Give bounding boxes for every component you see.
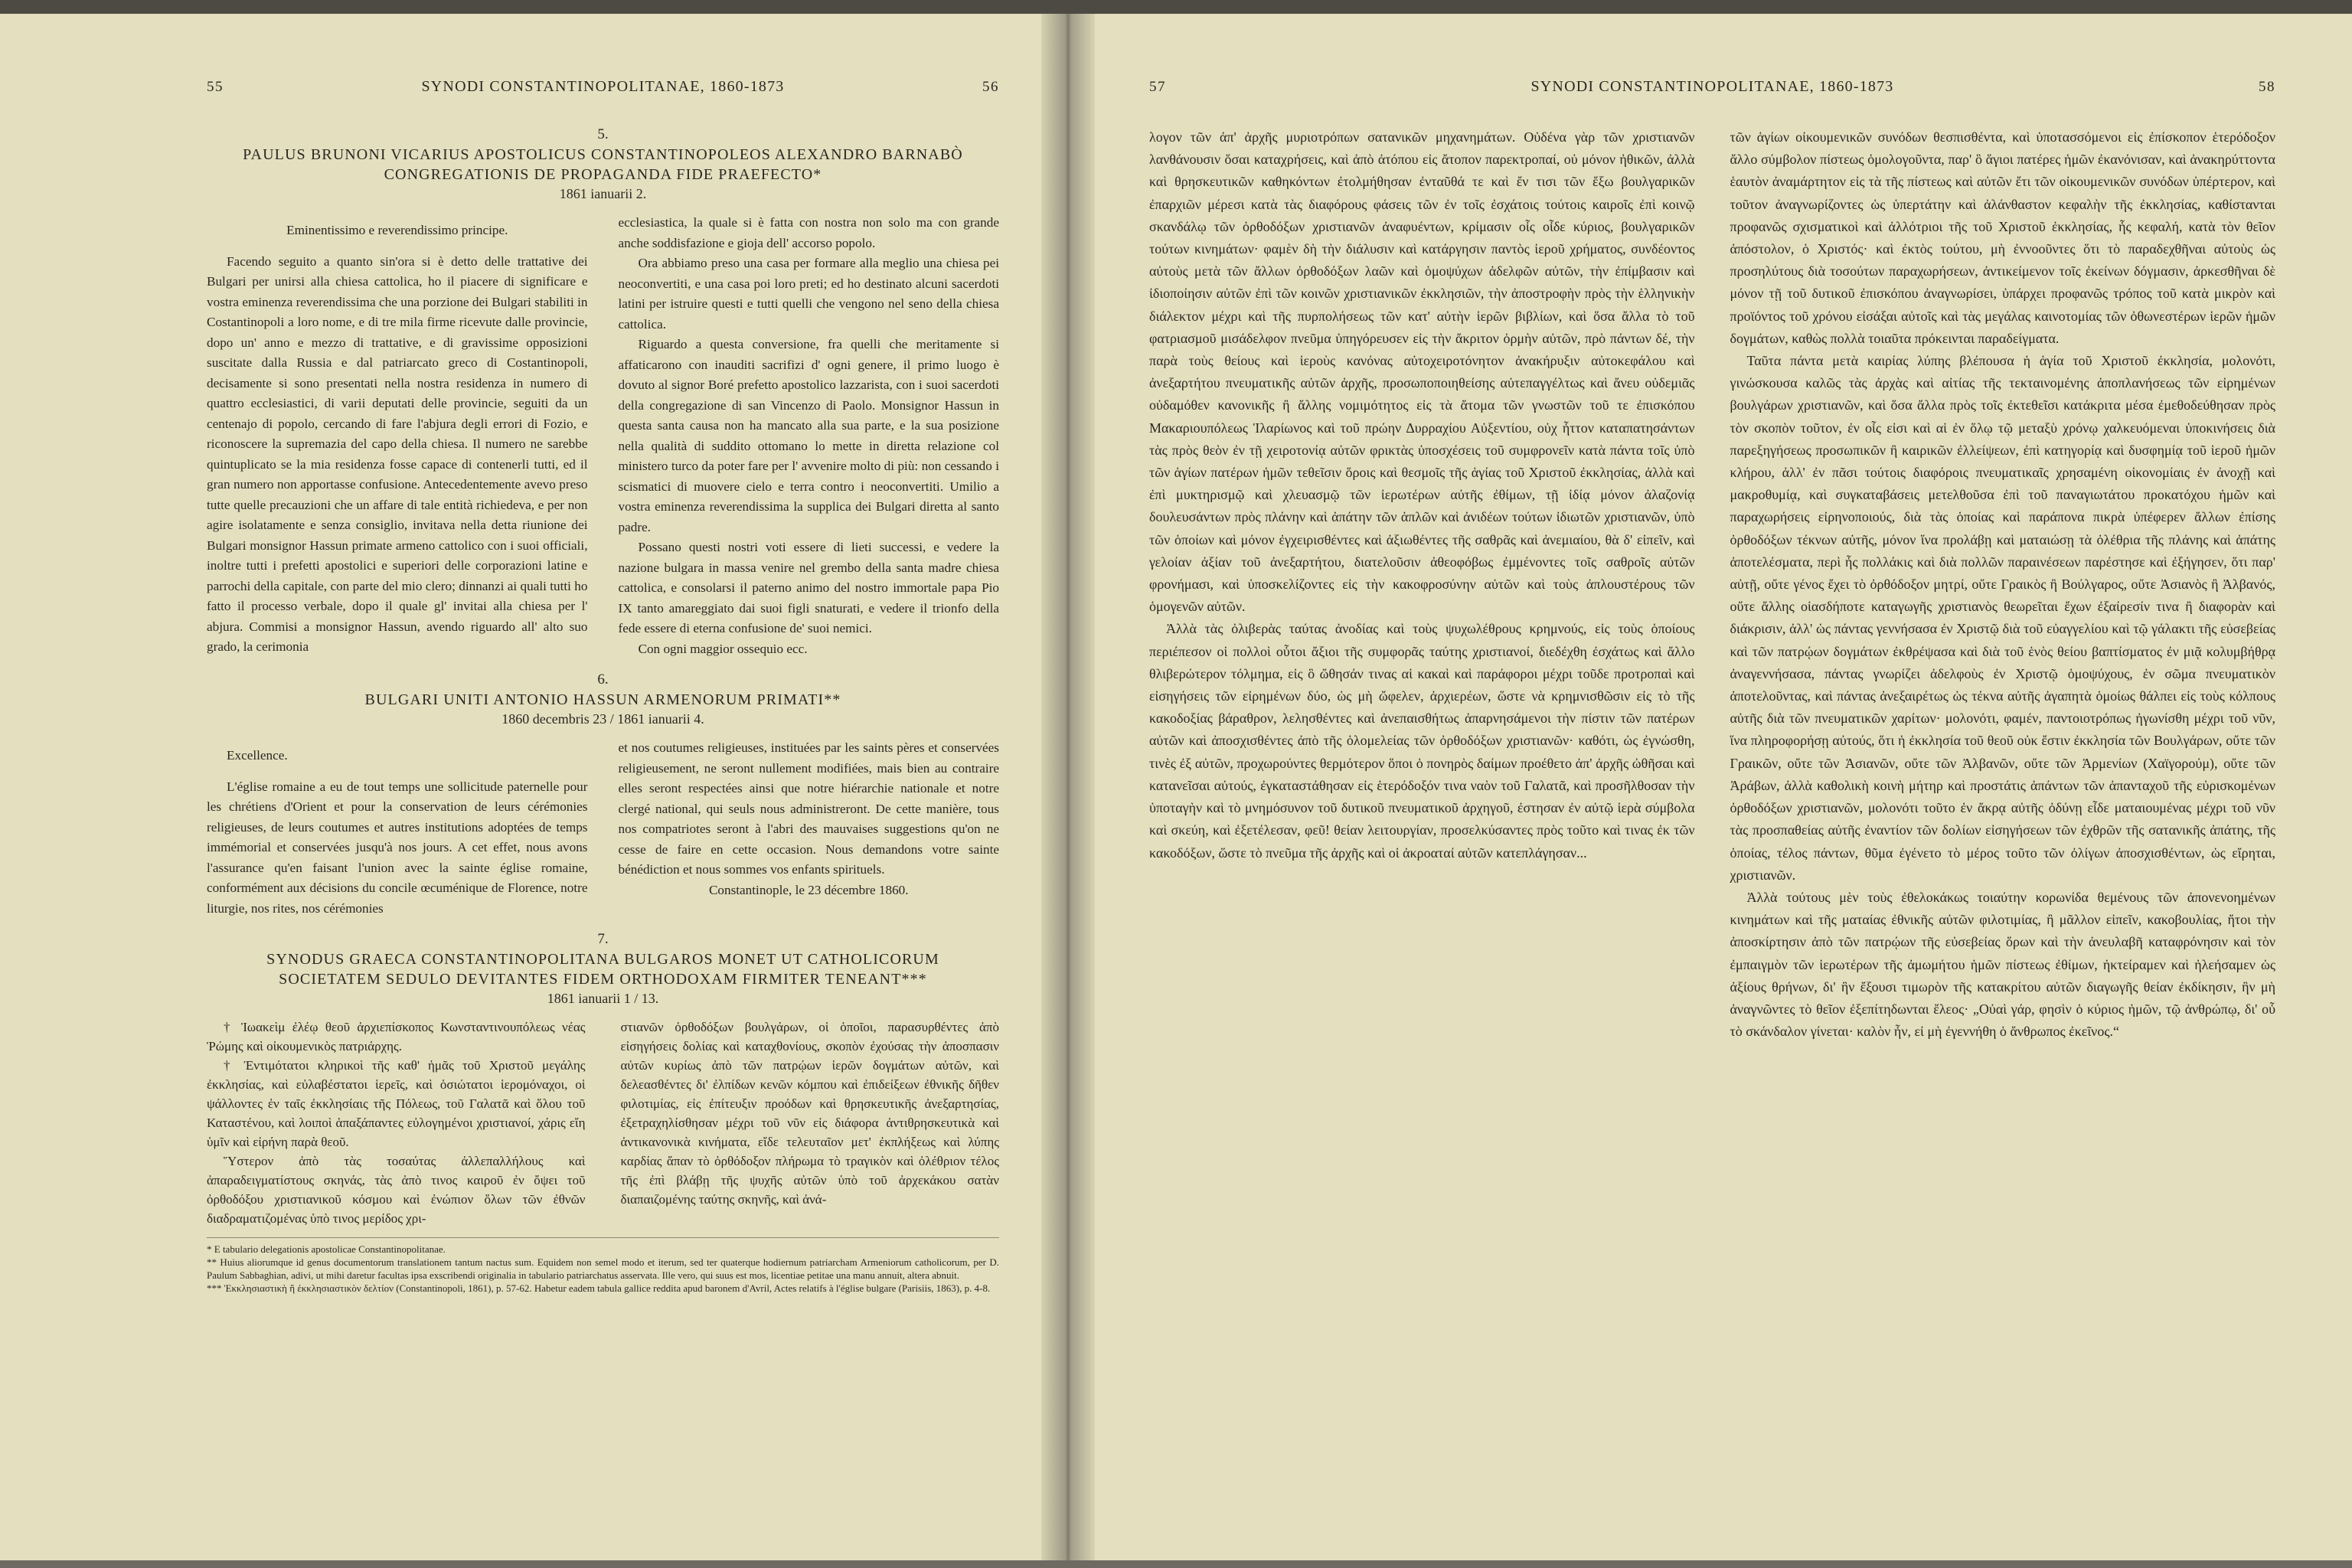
page-number-left-b: 56 bbox=[982, 79, 999, 95]
doc5-col2-paragraph-1: ecclesiastica, la quale si è fatta con nostra non solo ma con grande anche soddisfazione e gioja dell' accorso popolo. bbox=[618, 215, 999, 250]
doc6-date: 1860 decembris 23 / 1861 ianuarii 4. bbox=[501, 711, 704, 727]
doc5-salutation: Eminentissimo e reverendissimo principe. bbox=[286, 223, 508, 237]
doc5-number: 5. bbox=[597, 126, 609, 142]
right-body bbox=[1149, 126, 2275, 1043]
right-col2-paragraph-1: τῶν ἁγίων οἰκουμενικῶν συνόδων θεσπισθέντα, καὶ ὑποτασσόμενοι εἰς ἐπίσκοπον ἑτερόδοξον ἄλλο σύμβολον πίστεως ὁμολογοῦντα, παρ' ὃ ἅγιοι πατέρες ἡμῶν ἐκανόνισαν, καὶ ἀνακηρύττοντα ἑαυτὸν ἀναμάρτητον εἰς τὰ τῆς πίστεως καὶ αὐτῶν ἔτι τῶν οἰκουμενικῶν συνόδων ὑπέρτερον, καὶ τοῦτον ἀναγνωρίζοντες ὡς ὑπερτάτην καὶ ἀλάνθαστον κεφαλὴν τῆς ἐκκλησίας, καθίστανται προφανῶς σχισματικοὶ καὶ ἀλλότριοι τῆς τοῦ Χριστοῦ ἐκκλησίας, ἧς κεφαλή, κατὰ τὸν θεῖον ἀπόστολον, ὁ Χριστός· καὶ ἐκτὸς τούτου, μὴ ἐννοοῦντες ὅτι τὸ παραδεχθῆναι αὐτοὺς ὡς προσηλύτους διὰ τοσούτων παραχωρήσεων, ἀντικείμενον τοῖς ἐκείνων δόγμασιν, ἀρκεσθῆναι δὲ μόνον τῇ τοῦ δυτικοῦ ἐπισκόπου ἀναγνωρίσει, ὑπάρχει προφανῶς τρόπος τοῦ κατὰ μικρὸν καὶ προϊόντος τοῦ χρόνου εἰσάξαι αὐτοῖς καὶ τὰς μεγάλας καινοτομίας τῶν ὀθωνεστέρων ἱερῶν ἡμῶν δογμάτων, καθὼς πολλὰ τοιαῦτα πρόκεινται παραδείγματα. bbox=[1730, 129, 2275, 346]
right-col1-paragraph-2: Ἀλλὰ τὰς ὀλιβερὰς ταύτας ἀνοδίας καὶ τοὺς ψυχωλέθρους κρημνούς, εἰς τοὺς ὁποίους περιέπεσον οἱ πολλοὶ οὗτοι ἄξιοι τῆς συμφορᾶς ταύτης χριστιανοί, διεδέχθη ἐσχάτως καὶ ἄλλο θλιβερώτερον τόλμημα, εἰς ὃ ὤθησάν τινας αἱ κακαὶ καὶ παράφοροι μέχρι τοῦδε προτροπαὶ καὶ εἰσηγήσεις τῶν εἰρημένων δύο, ὡς μὴ ὤφελεν, ἀρχιερέων, ὥστε νὰ κρημνισθῶσιν εἰς τὸ τῆς κακοδοξίας βάραθρον, λελησθέντες καὶ ἀνεπαισθήτως ἀπαρνησάμενοι τὴν πίστιν τῶν πατέρων αὐτῶν καὶ ἀποσχισθέντες ἀπὸ τῆς ὁλομελείας τῶν ὀρθοδόξων χριστιανῶν· καθότι, ὡς ἐγνώσθη, τινὲς ἐξ αὐτῶν, προχωρούντες θερμότερον ὅποι ὁ πονηρὸς δαίμων προέθετο ἀπ' ἀρχῆς ὠθῆσαι καὶ κατανεῖσαι αὐτούς, ἐγκαταστάθησαν εἰς ἑτερόδοξόν τινα ναὸν τοῦ Γαλατᾶ, καὶ προσῆλθοσαν τὴν ὑποταγὴν καὶ τὸ μνημόσυνον τοῦ δυτικοῦ πνευματικοῦ ἀρχηγοῦ, ἐστησαν ἐν αὐτῷ ἱερὰ σύμβολα καὶ σκεύη, καὶ ἐξετέλεσαν, φεῦ! θείαν λειτουργίαν, προσελκύσαντες πρὸς τοῦτο καὶ τινας ἐκ τῶν κακοδόξων, ὥστε τὸ πνεῦμα τῆς ἀρχῆς καὶ οἱ ἀκροαταί αὐτῶν κατεπλάγησαν... bbox=[1149, 621, 1695, 861]
doc5-col2-paragraph-4: Possano questi nostri voti essere di lieti successi, e vedere la nazione bulgara in massa venire nel grembo della santa madre chiesa cattolica, e consolarsi il paterno animo del nostro immortale papa Pio IX tanto amareggiato dai suoi figli snaturati, e vedere il trionfo della fede essere di eterna confusione de' suoi nemici. bbox=[618, 540, 999, 635]
doc7-col2 bbox=[621, 1018, 1000, 1228]
left-page bbox=[0, 14, 1068, 1560]
doc7-title-line1: SYNODUS GRAECA CONSTANTINOPOLITANA BULGAROS MONET UT CATHOLICORUM bbox=[266, 951, 939, 968]
doc6-salutation: Excellence. bbox=[227, 748, 288, 763]
right-running-head bbox=[1149, 78, 2275, 96]
doc6-col1-paragraph: L'église romaine a eu de tout temps une sollicitude paternelle pour les chrétiens d'Orient et pour la conservation de leurs cérémonies religieuses, de leurs coutumes et autres institutions adoptées de temps immémorial et conservées jusqu'à nos jours. A cet effet, nous avons l'assurance qu'en faisant l'union avec la sainte église romaine, conformément aux décisions du concile œcuménique de Florence, notre liturgie, nos rites, nos cérémonies bbox=[207, 779, 588, 916]
doc7-col1 bbox=[207, 1018, 586, 1228]
page-number-right: 57 bbox=[1149, 79, 1166, 95]
doc5-closing: Con ogni maggior ossequio ecc. bbox=[638, 641, 808, 656]
doc7-col1-paragraph-3: Ὕστερον ἀπὸ τὰς τοσαύτας ἀλλεπαλλήλους καὶ ἀπαραδειγματίστους σκηνάς, τὰς ἀπὸ τινος καιροῦ ἐν ὄψει τοῦ ὀρθοδόξου χριστιανικοῦ κόσμου καὶ ἐνώπιον ὅλων τῶν ἐθνῶν διαδραματιζομένας ὑπὸ τινος μερίδος χρι- bbox=[207, 1154, 586, 1226]
doc7-number: 7. bbox=[597, 931, 609, 947]
doc6-col2 bbox=[619, 738, 1000, 919]
running-title-right: SYNODI CONSTANTINOPOLITANAE, 1860-1873 bbox=[1530, 78, 1894, 95]
right-col2-paragraph-2: Ταῦτα πάντα μετὰ καιρίας λύπης βλέπουσα ἡ ἁγία τοῦ Χριστοῦ ἐκκλησία, μολονότι, γινώσκουσα καλῶς τὰς ἀρχὰς καὶ αἰτίας τῆς τεκταινομένης ἀποπλανήσεως τῶν εἰρημένων βουλγάρων χριστιανῶν, καὶ ὅσα ἄλλα πρὸς τοῖς ἐκτεθεῖσι κατάκριτα μέσα ἐμεθοδεύθησαν πρὸς τὸν σκοπὸν τοῦτον, ἐν οἷς εἰσι καὶ αἱ ἐν ὅλῳ τῷ μεταξὺ χρόνῳ χαλκευόμεναι ὑποκινήσεις διὰ παρεξηγήσεως προσωπικῶν ἢ καιρικῶν ἐλλείψεων, ἐπὶ κατηγορίᾳ καὶ δυσφημίᾳ τοῦ ἱεροῦ ἡμῶν κλήρου, ἀλλ' ἐν πᾶσι τούτοις διαφόροις πνευματικαῖς χρησαμένη οἰκονομίαις ἐν ἀνοχῇ καὶ μακροθυμίᾳ, καὶ συγκαταβάσεις μετελθοῦσα ἐπὶ τοῦ παναγιωτάτου προκατόχου ἡμῶν καὶ παραχωρήσεις εἰρηνοποιούς, διὰ τὰς ὁποίας καὶ παράπονα πικρὰ ὑπέφερεν ἄλλων ἐπίσης ὀρθοδόξων τέκνων αὐτῆς, μόνον ἵνα προλάβῃ καὶ ματαιώσῃ τὰ ὀλέθρια τῆς πλάνης καὶ ἀπάτης ἀποτελέσματα, περὶ ἧς πολλάκις καὶ διὰ πολλῶν παραινέσεων παρέστησε καὶ ἐξήγησεν, ὅτι παρ' αὐτῇ, οὔτε γένος ἔχει τὸ ὀρθόδοξον μητρί, οὔτε Γραικὸς ἢ Βούλγαρος, οὔτε Ἀσιανὸς ἢ Ἀλβανός, οὔτε ἄλλης οἱασδήποτε καταγωγῆς χριστιανὸς θεωρεῖται ἔχων ἐξαίρεσίν τινα ἢ διαφορὰν καὶ διάκρισιν, ἀλλ' ὡς πάντας γεννήσασα ἐν Χριστῷ διὰ τοῦ εὐαγγελίου καὶ τῷ γάλακτι τῆς εὐσεβείας καὶ τῶν πατρῴων δογμάτων ἐκθρέψασα καὶ διὰ τοῦ ἑνὸς θείου βαπτίσματος ἐν μιᾷ κολυμβήθρᾳ ἀναγεννήσασα, πάντας γνωρίζει ἀδελφοὺς ἐν Χριστῷ ὁμοψύχους, ἐν σῶμα πνευματικὸν ἀποτελοῦντας, καὶ πάντας ἀνεξαιρέτως ὡς τέκνα αὐτῆς ἀγαπητὰ ὁμοίως θάλπει εἰς τοὺς κόλπους αὐτῆς διὰ τῶν πνευματικῶν χαρίτων· μολονότι, φαμέν, παντοιοτρόπως ἠγωνίσθη μέχρι τοῦ νῦν, ἵνα πληροφορήσῃ αὐτούς, ὅτι ἡ ἐκκλησία τοῦ θεοῦ οὐκ ἔστιν ἐκκλησία τῶν Βουλγάρων, οὔτε τῶν Γραικῶν, οὔτε τῶν Ἀσιανῶν, οὔτε τῶν Ἀλβανῶν, οὔτε τῶν Ἀρμενίων (Χαϊγορούμ), οὔτε τῶν Ἀράβων, ἀλλὰ καθολικὴ κοινὴ μήτηρ καὶ προστάτις ἁπάντων τῶν ἁπανταχοῦ τῆς εὐρισκομένων ὀρθοδόξων χριστιανῶν, μολονότι τοῦτο ἐν ἄκρᾳ αὐτῆς ὀδύνῃ εἶδε ματαιουμένας μέχρι τοῦ νῦν τὰς προσπαθείας αὐτῆς ἐναντίον τῶν δολίων εἰσηγήσεων τῶν ἐχθρῶν τῆς σατανικῆς ἀπάτης, τῆς ὁποίας, τέλος πάντων, θῦμα ἐγένετο τὸ μέρος τοῦτο τῶν ὀλίγων ἀποσχισθέντων, ὡς εἴρηται, χριστιανῶν. bbox=[1730, 353, 2275, 883]
doc7-body bbox=[207, 1018, 999, 1228]
doc5-title-line1: PAULUS BRUNONI VICARIUS APOSTOLICUS CONSTANTINOPOLEOS ALEXANDRO BARNABÒ bbox=[243, 146, 963, 163]
left-running-head bbox=[207, 78, 999, 96]
doc5-date: 1861 ianuarii 2. bbox=[559, 186, 647, 201]
right-page bbox=[1076, 14, 2352, 1560]
doc7-title-line2: SOCIETATEM SEDULO DEVITANTES FIDEM ORTHODOXAM FIRMITER TENEANT*** bbox=[279, 971, 927, 988]
doc5-col1-paragraph: Facendo seguito a quanto sin'ora si è detto delle trattative dei Bulgari per unirsi alla chiesa cattolica, ho il piacere di significare e vostra eminenza reverendissima che una porzione dei Bulgari stabiliti in Costantinopoli a loro nome, e di tre mila firme ricevute dalle provincie, dopo un' anno e mezzo di trattative, e di gravissime opposizioni suscitate dalla Russia e dal patriarcato greco di Costantinopoli, decisamente si sono presentati nella nostra residenza in numero di quattro ecclesiastici, di varii deputati delle provincie, seguiti da un centenajo di popolo, cercando di fare l'abjura degli errori di Fozio, e riconoscere la supremazia del capo della chiesa. Il numero ne sarebbe quintuplicato se la mia residenza fosse capace di contenerli tutti, ed il gran numero non apportasse confusione. Antecedentemente avevo preso tutte quelle precauzioni che un affare di tale entità richiedeva, e per non agire isolatamente e senza consiglio, invitava nella detta riunione dei Bulgari monsignor Hassun primate armeno cattolico con i suoi officiali, inoltre tutti i prefetti apostolici e superiori delle corporazioni latine e parrochi della capitale, con parte del mio clero; dinnanzi ai quali tutti ho fatto il processo verbale, dopo il quale gl' invitai alla chiesa per l' abjura. Commisi a monsignor Hassun, avendo riguardo all' alto suo grado, la cerimonia bbox=[207, 253, 588, 654]
document-6 bbox=[207, 671, 999, 919]
page-number-left: 55 bbox=[207, 79, 224, 95]
right-col1 bbox=[1149, 126, 1695, 1043]
doc6-number: 6. bbox=[597, 671, 609, 688]
doc6-col2-paragraph: et nos coutumes religieuses, instituées par les saints pères et conservées religieusement, ne seront nullement modifiées, mais bien au contraire elles seront respectées ainsi que notre hiérarchie nationale et notre clergé national, qui seuls nous administreront. De cette manière, tous nos compatriotes seront à l'abri des mauvaises suggestions qu'on ne cesse de faire en cette occasion. Nous demandons votre sainte bénédiction et nous sommes vos enfants spirituels. bbox=[618, 740, 999, 877]
book-edge bbox=[0, 0, 2352, 14]
doc7-col1-paragraph-1: † Ἰωακεὶμ ἐλέῳ θεοῦ ἀρχιεπίσκοπος Κωνσταντινουπόλεως νέας Ῥώμης καὶ οἰκουμενικὸς πατριάρχης. bbox=[207, 1020, 586, 1054]
doc7-col2-paragraph: στιανῶν ὀρθοδόξων βουλγάρων, οἱ ὁποῖοι, παρασυρθέντες ἀπὸ εἰσηγήσεις δολίας καὶ καταχθονίους, σκοπὸν ἐχούσας τὴν ἀποσπασιν αὐτῶν κυρίως ἀπὸ τῶν πατρῴων ἱερῶν δογμάτων αὐτῶν, καὶ δελεασθέντες δι' ἐλπίδων κενῶν κόμπου καὶ ἐπιδείξεων ἐθνικῆς δῆθεν φιλοτιμίας, εἰς ἐπίτευξιν προόδων καὶ θρησκευτικῆς ἀνεξαρτησίας, ἐξετραχηλίσθησαν μέχρι τοῦ νῦν εἰς διάφορα ἀντιθρησκευτικὰ καὶ ἀντικανονικὰ κινήματα, εἴδε τελευταῖον μετ' ἐκπλήξεως καὶ λύπης καρδίας ἅπαν τὸ ὀρθόδοξον πλήρωμα τὸ τραγικὸν καὶ ὀλέθριον τέλος τῆς ἐπὶ βλάβῃ τῆς ψυχῆς αὐτῶν ὑπὸ τοῦ ἀρχεκάκου σατὰν διαπαιζομένης ταύτης σκηνῆς, καὶ ἀνά- bbox=[620, 1020, 999, 1207]
doc7-col1-paragraph-2: † Ἐντιμότατοι κληρικοὶ τῆς καθ' ἡμᾶς τοῦ Χριστοῦ μεγάλης ἐκκλησίας, καὶ εὐλαβέστατοι ἱερεῖς, καὶ ὁσιώτατοι ἱερομόναχοι, οἱ ψάλλοντες ἐν ταῖς ἐκκλησίαις τῆς Πόλεως, τοῦ Γαλατᾶ καὶ ὅλου τοῦ Καταστένου, καὶ λοιποὶ ἁπαξάπαντες εὐλογημένοι χριστιανοί, χάρις εἴη ὑμῖν καὶ εἰρήνη παρὰ θεοῦ. bbox=[207, 1058, 586, 1149]
footnotes bbox=[207, 1237, 999, 1295]
running-title-left: SYNODI CONSTANTINOPOLITANAE, 1860-1873 bbox=[421, 78, 785, 95]
document-7 bbox=[207, 931, 999, 1228]
right-col1-paragraph-1: λογον τῶν ἀπ' ἀρχῆς μυριοτρόπων σατανικῶν μηχανημάτων. Οὐδένα γὰρ τῶν χριστιανῶν λανθάνουσιν ὅσαι καταχρήσεις, καὶ ἀπὸ ἀτόπου εἰς ἄτοπον παρεκτροπαί, οὐ μόνον ἠθικῶν, ἀλλὰ καὶ θρησκευτικῶν καθηκόντων ἐτολμήθησαν ἐνταῦθά τε καὶ ἔν τισι τῶν ἔξω βουλγαρικῶν ἐπαρχιῶν μέρεσι κατὰ τὰς διαφόρους φάσεις τῶν ἐν τοῖς ἐσχάτοις τούτοις καιροῖς ἐπὶ κοινῷ σκανδάλῳ τῶν ὀρθοδόξων χριστιανῶν ἀναφυέντων, κρίμασιν οἷς οἶδε κύριος, βουλγαρικῶν τούτων κινημάτων· φαμὲν δὴ τὴν διάλυσιν καὶ κατάργησιν παντὸς ἱεροῦ χρήματος, συνδέοντος αὐτοὺς μετὰ τῶν ἄλλων ὀρθοδόξων λαῶν καὶ ὁμοψύχων ἀδελφῶν αὐτῶν, τὴν ἐπίμβασιν καὶ ἰδιοποίησιν αὐτῶν ἐπὶ τῶν κοινῶν χριστιανικῶν ἐκκλησιῶν, τὴν ἀποστροφὴν πρὸς τὴν ἑλληνικὴν διάλεκτον μέχρι καὶ τῆς πυρπολήσεως τῶν κατ' αὐτὴν ἱερῶν βιβλίων, καὶ ὅσα ἄλλα τὸ τοῦ φατριασμοῦ μισάδελφον πνεῦμα ὑπηγόρευσεν εἰς τὴν ἄκριτον ὁρμὴν αὐτῶν, πρὸ πάντων δέ, τὴν παρὰ τοὺς θείους καὶ ἱεροὺς κανόνας αὐτοχειροτόνητον ἀνακήρυξιν αὐτοκεφάλου καὶ ἀνεξαρτήτου πνευματικῆς αὐτῶν ἀρχῆς, προσωποποιηθείσης αὐτεπαγγέλτως καὶ ἄνευ οὐδεμιᾶς οὐδαμόθεν κανονικῆς ἢ ἄλλης νομιμότητος εἰς τὰ ἄτομα τῶν γνωστῶν τοῦ τε ἐπισκόπου Μακαριουπόλεως Ἱλαρίωνος καὶ τοῦ πρώην Δυρραχίου Αὐξεντίου, οὐχ ἧττον καταπατησάντων τὰς πρὸς θεὸν ἐν τῇ χειροτονίᾳ αὐτῶν φρικτὰς ὑποσχέσεις τοῦ συμφρονεῖν κατὰ πάντα τοῖς ὑπὸ τῶν ἁγίων πατέρων ἡμῶν τεθεῖσιν ὅροις καὶ θεσμοῖς τῆς ἁγίας τοῦ Χριστοῦ ἐκκλησίας, ἀλλὰ καὶ ἐπὶ μυκτηρισμῷ καὶ χλευασμῷ τῶν ἱερωτέρων αὐτῆς ἐθίμων, τῇ ἰδίᾳ μόνον ἀλαζονίᾳ δουλευσάντων πρὸς πλάνην καὶ ἀπάτην τῶν ἁπλῶν καὶ ἀνιδέων τούτων ἰδιωτῶν χριστιανῶν, ὑπὸ τῶν ὁποίων καὶ μόνον ἐγχειρισθέντες καὶ ἀξιωθέντες τῆς σαθρᾶς καὶ ἀνεμιαίου, θὰ δ' εἰπεῖν, καὶ γελοίαν ἀξίαν τοῦ ἀνεξαρτήτου, διατελοῦσιν ἀθεοφόβως ἐμμένοντες τοῖς σαθροῖς αὐτῶν φρονήμασι, καὶ ὑποσκελίζοντες εἰς τὴν κακοφροσύνην αὐτῶν καὶ τοὺς ἀπλουστέρους τῶν ὁμογενῶν αὐτῶν. bbox=[1149, 129, 1695, 615]
footnote-1: * E tabulario delegationis apostolicae Constantinopolitanae. bbox=[207, 1243, 446, 1255]
right-col2-paragraph-3: Ἀλλὰ τούτους μὲν τοὺς ἐθελοκάκως τοιαύτην κορωνίδα θεμένους τῶν ἀπονενοημένων κινημάτων καὶ τῆς ματαίας ἐθνικῆς αὐτῶν φιλοτιμίας, ἢ μᾶλλον εἰπεῖν, κακοβουλίας, ἤτοι τὴν ἀποσκίρτησιν ἀπὸ τῶν πατρῴων τῆς εὐσεβείας ὅρων καὶ τὴν ἀνευλαβῆ καταφρόνησιν καὶ τὸν ἐμπαιγμὸν τῶν ἱερωτέρων τῆς ἀμωμήτου ἡμῶν πίστεως ἐθίμων, ἠκτείραμεν καὶ ἠλεήσαμεν ὡς ἀξίους θρήνων, δι' ἣν ἔξουσι τιμωρὸν τῆς κατακρίτου αὐτῶν διαγωγῆς θείαν ἐκδίκησιν, ἣν μὴ ἀναγνῶντες τὸ θεῖον ἐξεπίτηδωνται ἔλεος· „Οὐαὶ γάρ, φησὶν ὁ κύριος ἡμῶν, τῷ ἀνθρώπῳ, δι' οὗ τὸ σκάνδαλον γίνεται· καλὸν ἦν, εἰ μὴ ἐγεννήθη ὁ ἄνθρωπος ἐκεῖνος.“ bbox=[1730, 889, 2275, 1040]
right-col2 bbox=[1730, 126, 2276, 1043]
book-gutter bbox=[1041, 14, 1095, 1560]
doc6-col1 bbox=[207, 738, 588, 919]
doc6-title: BULGARI UNITI ANTONIO HASSUN ARMENORUM PRIMATI** bbox=[364, 691, 841, 708]
footnote-2: ** Huius aliorumque id genus documentorum translationem tantum nactus sum. Equidem non semel modo et iterum, sed ter quaterque hodiernum patriarcham Armeniorum catholicorum, per D. Paulum Sabbaghian, adivi, ut mihi daretur facultas ipsa exscribendi originalia in tabulario patriarchatus asservata. Ille vero, qui suus est mos, licentiae petitae una manu annuit, altera abnuit. bbox=[207, 1256, 999, 1281]
doc7-date: 1861 ianuarii 1 / 13. bbox=[547, 991, 659, 1006]
doc5-title-line2: CONGREGATIONIS DE PROPAGANDA FIDE PRAEFECTO* bbox=[384, 166, 822, 183]
document-5 bbox=[207, 126, 999, 659]
doc5-col2 bbox=[619, 213, 1000, 659]
footnote-3: *** Ἐκκλησιαστικὴ ἢ ἐκκλησιαστικὸν δελτίον (Constantinopoli, 1861), p. 57-62. Habetur eadem tabula gallice reddita apud baronem d'Avril, Actes relatifs à l'église bulgare (Parisiis, 1863), p. 4-8. bbox=[207, 1282, 991, 1294]
page-number-right-b: 58 bbox=[2258, 79, 2275, 95]
doc5-body bbox=[207, 213, 999, 659]
doc5-col2-paragraph-3: Riguardo a questa conversione, fra quelli che meritamente si affaticarono con inauditi sacrifizi d' ogni genere, il primo luogo è dovuto al signor Boré prefetto apostolico lazzarista, con i suoi sacerdoti della congregazione di san Vincenzo di Paolo. Monsignor Hassun in questa santa causa non ha mancato alla sua parte, e la sua posizione nella qualità di suddito ottomano lo mette in diretta relazione col ministero turco da poter fare per l' avvenire molto di più: non cessando i scismatici di muovere cielo e terra contro i neoconvertiti. Umilio a vostra eminenza reverendissima la supplica dei Bulgari diretta al santo padre. bbox=[618, 337, 999, 534]
doc5-col2-paragraph-2: Ora abbiamo preso una casa per formare alla meglio una chiesa pei neoconvertiti, e una casa poi loro preti; ed ho destinato alcuni sacerdoti latini per istruire questi e tutti quelli che vengono nel seno della chiesa cattolica. bbox=[618, 256, 999, 332]
doc6-dateline: Constantinople, le 23 décembre 1860. bbox=[708, 882, 909, 897]
doc5-col1 bbox=[207, 213, 588, 659]
doc6-body bbox=[207, 738, 999, 919]
